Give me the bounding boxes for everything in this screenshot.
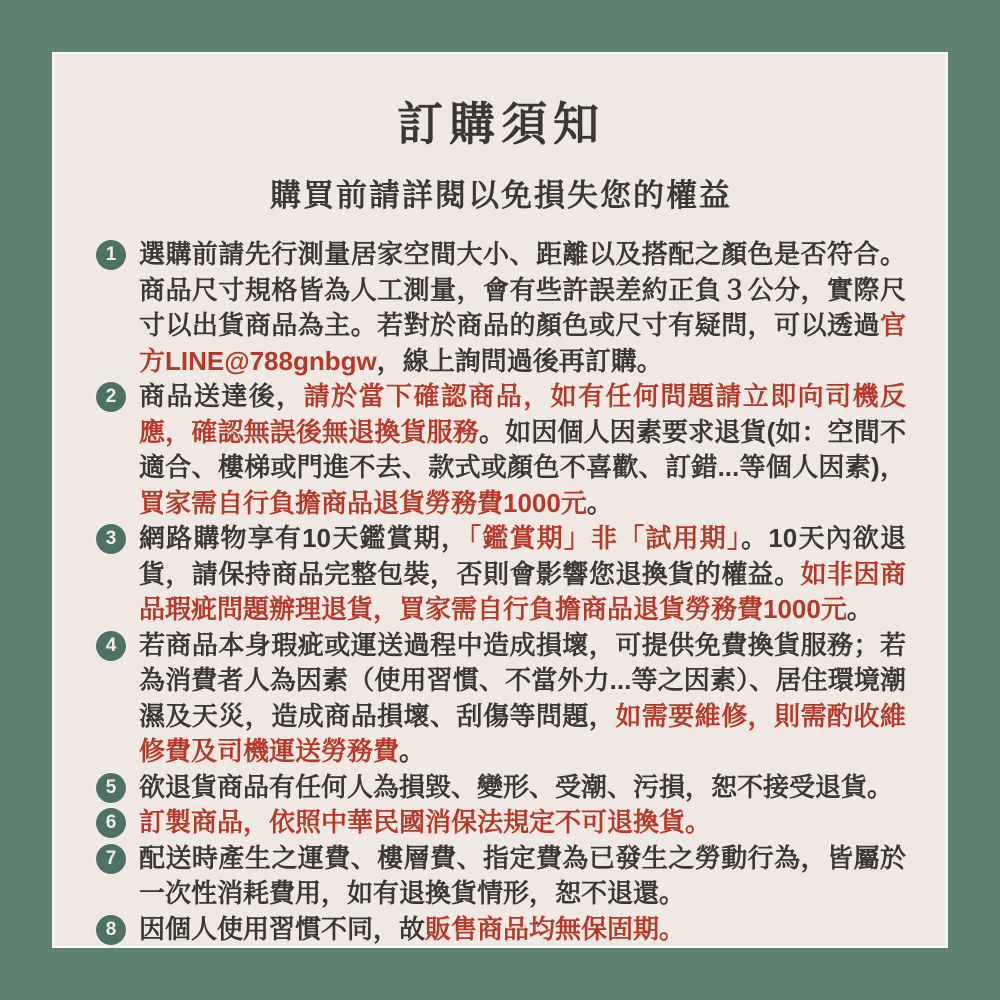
notice-item-3 [96,521,906,628]
item-text [139,628,906,770]
item-number-badge: 7 [96,844,126,874]
highlighted-text: 「鑑賞期」非「試用期」 [468,523,742,553]
body-text: 。 [846,594,873,624]
page-subtitle: 購買前請詳閱以免損失您的權益 [270,178,732,213]
body-text: 網路購物享有10天鑑賞期， [139,523,469,553]
body-text: 選購前請先行測量居家空間大小、距離以及搭配之顏色是否符合。商品尺寸規格皆為人工測量，會有些許誤差約正負３公分，實際尺寸以出貨商品為主。若對於商品的顏色或尺寸有疑問，可以透過 [139,239,906,340]
item-text [139,237,906,379]
notice-item-8 [96,912,906,948]
body-text: 因個人使用習慣不同，故 [139,913,426,944]
body-text: 欲退貨商品有任何人為損毀、變形、受潮、污損，恕不接受退貨。 [139,771,894,802]
item-text [139,805,906,841]
highlighted-text: 買家需自行負擔商品退貨勞務費1000元 [139,487,587,518]
page-title: 訂購須知 [397,98,605,150]
item-text [139,912,906,948]
item-number-badge: 4 [96,631,126,661]
body-text: ，線上詢問過後再訂購。 [376,345,663,376]
item-text [139,521,906,628]
body-text: 若商品本身瑕疵或運送過程中造成損壞，可提供免費換貨服務；若為消費者人為因素（使用習慣、不當外力...等之因素）、居住環境潮濕及天災，造成商品損壞、刮傷等問題， [139,629,906,731]
item-number-badge: 6 [96,808,126,838]
highlighted-text: 如非因商品瑕疵問題辦理退貨，買家需自行負擔商品退貨勞務費1000元 [139,558,906,624]
highlighted-text: 請於當下確認商品，如有任何問題請立即向司機反應，確認無誤後無退換貨服務 [139,381,906,447]
highlighted-text: 官方LINE@788gnbgw [139,310,906,376]
notice-item-6 [96,805,906,841]
item-text [139,841,906,912]
highlighted-text: 如需要維修，則需酌收維修費及司機運送勞務費 [139,700,906,766]
body-text: 。 [399,736,426,766]
body-text: 配送時產生之運費、樓層費、指定費為已發生之勞動行為，皆屬於一次性消耗費用，如有退換貨情形，恕不退還。 [139,842,906,908]
notice-panel [52,52,948,948]
notice-item-1 [96,237,906,379]
notice-list [96,237,906,947]
notice-item-4 [96,628,906,770]
notice-item-7 [96,841,906,912]
notice-content [54,54,946,947]
highlighted-text: 訂製商品，依照中華民國消保法規定不可退換貨。 [139,807,712,837]
item-number-badge: 3 [96,524,126,554]
item-text [139,770,906,806]
item-number-badge: 2 [96,382,126,412]
item-number-badge: 8 [96,915,126,945]
item-text [139,379,906,521]
body-text: 。10天內欲退貨，請保持商品完整包裝，否則會影響您退換貨的權益。 [139,523,906,589]
body-text: 。 [586,487,613,518]
highlighted-text: 販售商品均無保固期。 [425,913,686,944]
notice-item-2 [96,379,906,521]
item-number-badge: 1 [96,240,126,270]
item-number-badge: 5 [96,773,126,803]
body-text: 商品送達後， [139,381,304,411]
notice-item-5 [96,770,906,806]
body-text: 。如因個人因素要求退貨(如：空間不適合、樓梯或門進不去、款式或顏色不喜歡、訂錯...等個人因素)， [139,416,906,482]
